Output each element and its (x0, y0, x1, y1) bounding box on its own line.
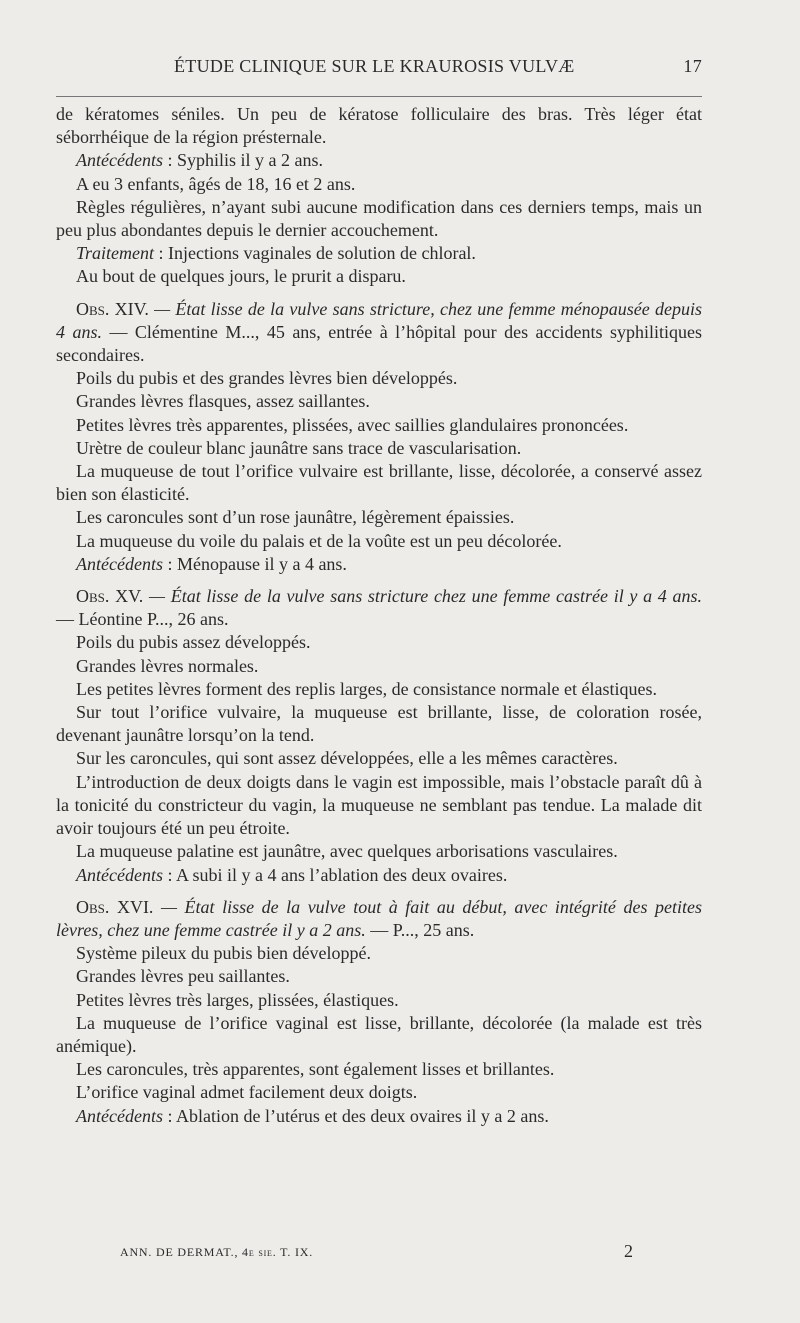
section-label: Antécédents (76, 553, 163, 574)
paragraph (56, 149, 702, 172)
paragraph-text: : A subi il y a 4 ans l’ablation des deux ovaires. (162, 864, 508, 885)
paragraph (56, 840, 702, 863)
paragraph-text: Urètre de couleur blanc jaunâtre sans trace de vascularisation. (76, 437, 522, 458)
paragraph-text: Grandes lèvres flasques, assez saillantes. (76, 391, 370, 412)
observation-title: — État lisse de la vulve sans stricture chez une femme castrée il y a 4 ans. (143, 586, 703, 607)
paragraph-text: — Clémentine M..., 45 ans, entrée à l’hôpital pour des accidents syphilitiques secondaires. (56, 321, 702, 366)
paragraph-text: Poils du pubis assez développés. (76, 632, 311, 653)
paragraph-text: Petites lèvres très apparentes, plissées, avec saillies glandulaires prononcées. (76, 414, 629, 435)
paragraph-text: La muqueuse palatine est jaunâtre, avec quelques arborisations vasculaires. (76, 841, 618, 862)
section-label: Antécédents (76, 1105, 163, 1126)
header-rule (56, 96, 702, 97)
paragraph (56, 103, 702, 149)
page-number: 17 (683, 56, 702, 76)
paragraph-text: Sur tout l’orifice vulvaire, la muqueuse est brillante, lisse, de coloration rosée, devenant jaunâtre lorsqu’on la tend. (56, 702, 702, 746)
paragraph (56, 196, 702, 242)
paragraph (56, 242, 702, 265)
paragraph-text: La muqueuse de tout l’orifice vulvaire est brillante, lisse, décolorée, a conservé assez bien son élasticité. (56, 461, 702, 505)
paragraph-text: A eu 3 enfants, âgés de 18, 16 et 2 ans. (76, 173, 356, 194)
paragraph-text: Les caroncules sont d’un rose jaunâtre, légèrement épaissies. (76, 507, 515, 528)
paragraph-text: : Ablation de l’utérus et des deux ovaires il y a 2 ans. (162, 1105, 549, 1126)
paragraph-text: Sur les caroncules, qui sont assez développées, elle a les mêmes caractères. (76, 748, 618, 769)
paragraph (56, 631, 702, 654)
paragraph (56, 265, 702, 288)
paragraph (56, 553, 702, 576)
paragraph (56, 1105, 702, 1128)
observation-number: Obs. XV. (76, 586, 144, 607)
paragraph (56, 864, 702, 887)
paragraph (56, 506, 702, 529)
paragraph-text: Poils du pubis et des grandes lèvres bien développés. (76, 368, 458, 389)
observation-heading (56, 298, 702, 368)
paragraph-text: — P..., 25 ans. (365, 919, 475, 940)
section-label: Traitement (76, 243, 155, 264)
paragraph (56, 1081, 702, 1104)
paragraph-text: : Ménopause il y a 4 ans. (162, 553, 347, 574)
observation-title: — État lisse de la vulve tout à fait au début, avec intégrité des petites lèvres, chez une femme castrée il y a 2 ans. (56, 896, 702, 940)
paragraph (56, 1012, 702, 1058)
paragraph (56, 942, 702, 965)
paragraph (56, 173, 702, 196)
paragraph-text: La muqueuse du voile du palais et de la voûte est un peu décolorée. (76, 530, 562, 551)
paragraph (56, 390, 702, 413)
section-label: Antécédents (76, 864, 163, 885)
paragraph (56, 1058, 702, 1081)
observation-heading (56, 896, 702, 942)
paragraph-text: L’introduction de deux doigts dans le vagin est impossible, mais l’obstacle paraît dû à la tonicité du constricteur du vagin, la muqueuse ne semblant pas tendue. La malade dit avoir toujours été un peu étroite. (56, 771, 702, 839)
paragraph (56, 437, 702, 460)
paragraph (56, 655, 702, 678)
paragraph-text: Les caroncules, très apparentes, sont également lisses et brillantes. (76, 1059, 555, 1080)
paragraph-text: Grandes lèvres peu saillantes. (76, 966, 290, 987)
paragraph (56, 460, 702, 506)
paragraph-text: : Syphilis il y a 2 ans. (162, 150, 323, 171)
paragraph-text: Petites lèvres très larges, plissées, élastiques. (76, 989, 399, 1010)
observation-number: Obs. XVI. (76, 896, 154, 917)
paragraph-text: La muqueuse de l’orifice vaginal est lisse, brillante, décolorée (la malade est très anémique). (56, 1012, 702, 1056)
paragraph (56, 530, 702, 553)
paragraph (56, 414, 702, 437)
paragraph (56, 747, 702, 770)
paragraph-text: : Injections vaginales de solution de chloral. (154, 243, 476, 264)
paragraph-text: Grandes lèvres normales. (76, 655, 259, 676)
paragraph-text: — Léontine P..., 26 ans. (56, 609, 229, 630)
paragraph (56, 701, 702, 747)
signature-mark: ANN. DE DERMAT., 4e sie. T. IX. (120, 1245, 314, 1259)
sheet-number: 2 (624, 1241, 633, 1261)
paragraph (56, 367, 702, 390)
paragraph (56, 678, 702, 701)
observation-number: Obs. XIV. (76, 298, 149, 319)
paragraph-text: Les petites lèvres forment des replis larges, de consistance normale et élastiques. (76, 678, 657, 699)
running-title: ÉTUDE CLINIQUE SUR LE KRAUROSIS VULVÆ (174, 56, 575, 76)
section-label: Antécédents (76, 150, 163, 171)
paragraph-text: L’orifice vaginal admet facilement deux doigts. (76, 1082, 418, 1103)
paragraph-text: de kératomes séniles. Un peu de kératose folliculaire des bras. Très léger état séborrhéique de la région présternale. (56, 104, 702, 148)
observation-title: — État lisse de la vulve sans stricture, chez une femme ménopausée depuis 4 ans. (56, 298, 702, 342)
paragraph (56, 989, 702, 1012)
observation-heading (56, 585, 702, 631)
body-text (56, 103, 702, 1128)
paragraph-text: Au bout de quelques jours, le prurit a disparu. (76, 266, 406, 287)
paragraph (56, 965, 702, 988)
paragraph (56, 771, 702, 841)
paragraph-text: Règles régulières, n’ayant subi aucune modification dans ces derniers temps, mais un peu plus abondantes depuis le dernier accouchement. (56, 196, 702, 241)
paragraph-text: Système pileux du pubis bien développé. (76, 943, 371, 964)
